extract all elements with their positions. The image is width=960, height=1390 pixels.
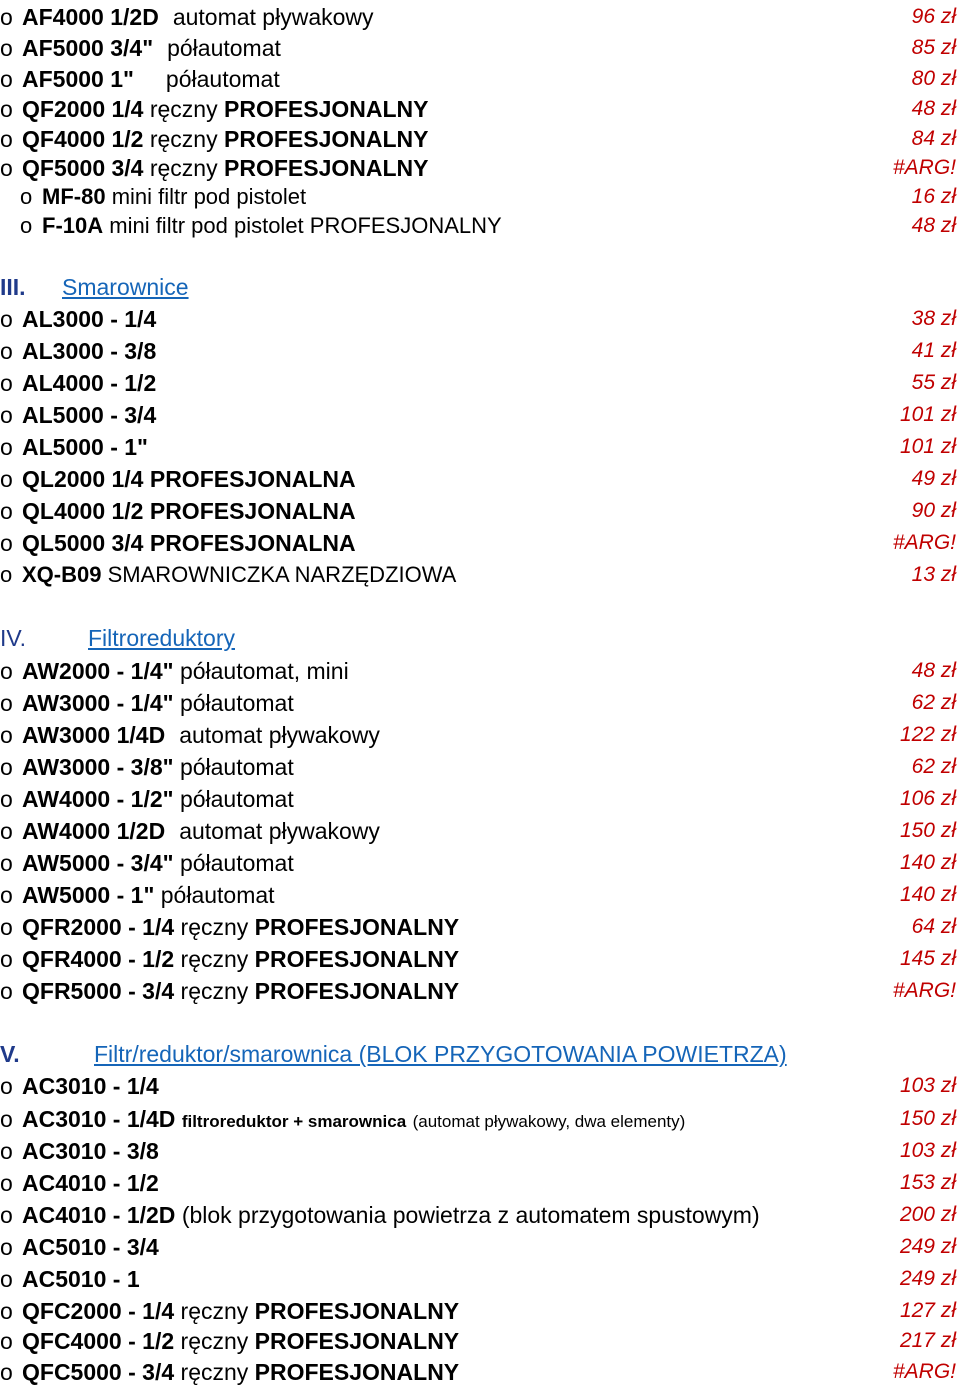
price: 127 zł xyxy=(899,1299,956,1322)
list-item: o AW5000 - 3/4" półautomat 140 zł xyxy=(0,847,960,879)
section-title-link[interactable]: Smarownice xyxy=(62,274,189,300)
price: 62 zł xyxy=(911,755,956,778)
section-number: IV. xyxy=(0,625,27,651)
price: 200 zł xyxy=(899,1203,956,1226)
price: 150 zł xyxy=(899,1107,956,1130)
list-item: o AF5000 1" półautomat 80 zł xyxy=(0,63,960,95)
price: #ARG! xyxy=(892,979,956,1002)
list-item: o AC4010 - 1/2 153 zł xyxy=(0,1167,960,1199)
price: 90 zł xyxy=(911,499,956,522)
list-item: o AC5010 - 1 249 zł xyxy=(0,1263,960,1295)
price: 96 zł xyxy=(911,5,956,28)
price: 140 zł xyxy=(899,851,956,874)
price: 13 zł xyxy=(911,563,956,586)
list-item: o QFR4000 - 1/2 ręczny PROFESJONALNY 145 zł xyxy=(0,943,960,975)
price: 101 zł xyxy=(899,435,956,458)
list-item: o QL4000 1/2 PROFESJONALNA 90 zł xyxy=(0,495,960,527)
list-item: o AC3010 - 3/8 103 zł xyxy=(0,1135,960,1167)
list-item: o AC4010 - 1/2D (blok przygotowania powietrza z automatem spustowym) 200 zł xyxy=(0,1199,960,1231)
section-number: V. xyxy=(0,1041,20,1067)
list-item: o AW4000 - 1/2" półautomat 106 zł xyxy=(0,783,960,815)
list-item: o AL5000 - 1" 101 zł xyxy=(0,431,960,463)
list-item: o AW4000 1/2D automat pływakowy 150 zł xyxy=(0,815,960,847)
list-item: o QFC2000 - 1/4 ręczny PROFESJONALNY 127 zł xyxy=(0,1295,960,1327)
list-item: o F-10A mini filtr pod pistolet PROFESJONALNY 48 zł xyxy=(0,210,960,242)
price: 48 zł xyxy=(911,659,956,682)
price: 153 zł xyxy=(899,1171,956,1194)
list-item: o AW3000 1/4D automat pływakowy 122 zł xyxy=(0,719,960,751)
list-item: o QF5000 3/4 ręczny PROFESJONALNY #ARG! xyxy=(0,152,960,184)
list-item: o QFC5000 - 3/4 ręczny PROFESJONALNY #ARG! xyxy=(0,1356,960,1388)
price: 84 zł xyxy=(911,127,956,150)
section-title-link[interactable]: Filtroreduktory xyxy=(88,625,235,651)
section-heading xyxy=(0,270,960,304)
price: 101 zł xyxy=(899,403,956,426)
price: 49 zł xyxy=(911,467,956,490)
price: 217 zł xyxy=(899,1329,956,1352)
list-item: o QFC4000 - 1/2 ręczny PROFESJONALNY 217 zł xyxy=(0,1325,960,1357)
list-item: o AL3000 - 1/4 38 zł xyxy=(0,303,960,335)
price: 41 zł xyxy=(911,339,956,362)
price: 249 zł xyxy=(899,1235,956,1258)
list-item: o AW3000 - 1/4" półautomat 62 zł xyxy=(0,687,960,719)
price: 150 zł xyxy=(899,819,956,842)
list-item: o AC3010 - 1/4D filtroreduktor + smarownica (automat pływakowy, dwa elementy) 150 zł xyxy=(0,1103,960,1135)
list-item: o AL3000 - 3/8 41 zł xyxy=(0,335,960,367)
price: 249 zł xyxy=(899,1267,956,1290)
list-item: o AC3010 - 1/4 103 zł xyxy=(0,1070,960,1102)
price: 145 zł xyxy=(899,947,956,970)
section-heading xyxy=(0,1037,960,1071)
price: 38 zł xyxy=(911,307,956,330)
list-item: o AF4000 1/2D automat pływakowy 96 zł xyxy=(0,1,960,33)
price: 80 zł xyxy=(911,67,956,90)
list-item: o AW5000 - 1" półautomat 140 zł xyxy=(0,879,960,911)
list-item: o AW3000 - 3/8" półautomat 62 zł xyxy=(0,751,960,783)
list-item: o AC5010 - 3/4 249 zł xyxy=(0,1231,960,1263)
price: 103 zł xyxy=(899,1074,956,1097)
list-item: o QFR2000 - 1/4 ręczny PROFESJONALNY 64 zł xyxy=(0,911,960,943)
list-item: o XQ-B09 SMAROWNICZKA NARZĘDZIOWA 13 zł xyxy=(0,559,960,591)
list-item: o QF4000 1/2 ręczny PROFESJONALNY 84 zł xyxy=(0,123,960,155)
section-heading xyxy=(0,621,960,655)
section-title-link[interactable]: Filtr/reduktor/smarownica (BLOK PRZYGOTOWANIA POWIETRZA) xyxy=(94,1041,787,1067)
section-number: III. xyxy=(0,274,26,300)
price: 106 zł xyxy=(899,787,956,810)
list-item: o QF2000 1/4 ręczny PROFESJONALNY 48 zł xyxy=(0,93,960,125)
list-item: o QL2000 1/4 PROFESJONALNA 49 zł xyxy=(0,463,960,495)
price: #ARG! xyxy=(892,531,956,554)
price: 55 zł xyxy=(911,371,956,394)
price: 48 zł xyxy=(911,214,956,237)
list-item: o MF-80 mini filtr pod pistolet 16 zł xyxy=(0,181,960,213)
list-item: o QFR5000 - 3/4 ręczny PROFESJONALNY #ARG! xyxy=(0,975,960,1007)
price: 85 zł xyxy=(911,36,956,59)
price: 140 zł xyxy=(899,883,956,906)
price: 16 zł xyxy=(911,185,956,208)
list-item: o AF5000 3/4" półautomat 85 zł xyxy=(0,32,960,64)
list-item: o QL5000 3/4 PROFESJONALNA #ARG! xyxy=(0,527,960,559)
price: 122 zł xyxy=(899,723,956,746)
price: 48 zł xyxy=(911,97,956,120)
price: #ARG! xyxy=(892,1360,956,1383)
price: #ARG! xyxy=(892,156,956,179)
list-item: o AL4000 - 1/2 55 zł xyxy=(0,367,960,399)
list-item: o AW2000 - 1/4" półautomat, mini 48 zł xyxy=(0,655,960,687)
price: 103 zł xyxy=(899,1139,956,1162)
price: 62 zł xyxy=(911,691,956,714)
price: 64 zł xyxy=(911,915,956,938)
list-item: o AL5000 - 3/4 101 zł xyxy=(0,399,960,431)
